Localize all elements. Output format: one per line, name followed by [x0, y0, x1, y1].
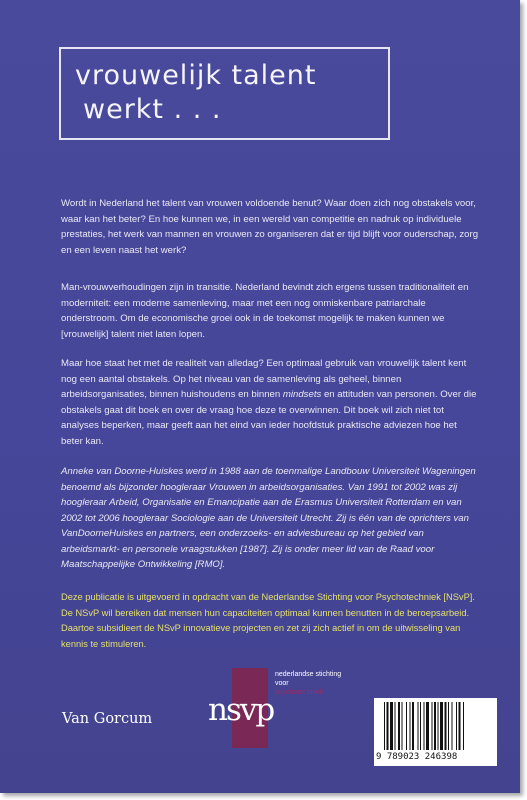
barcode-bars-icon [382, 702, 490, 752]
title-box [59, 47, 390, 140]
isbn-barcode [374, 698, 497, 766]
transition-paragraph: Man-vrouwverhoudingen zijn in transitie. Nederland bevindt zich ergens tussen traditionaliteit en moderniteit: een moderne samenleving, maar met een nog onmiskenbare patriarchale onderstroom. Om de economische groei ook in de toekomst mogelijk te maken kunnen we [vrouwelijk] talent niet laten lopen. [61, 282, 469, 340]
intro-paragraph: Wordt in Nederland het talent van vrouwen voldoende benut? Waar doen zich nog obstakels voor, waar kan het beter? En hoe kunnen we, in een wereld van competitie en nadruk op individuele prestaties, het werk van mannen en vrouwen zo organiseren dat er tijd blijft voor ouderschap, zorg en een leven naast het werk? [61, 198, 479, 256]
title-line-1: vrouwelijk talent [75, 60, 317, 91]
obstacles-paragraph [61, 356, 481, 449]
obstacles-emphasis: mindsets [282, 389, 322, 400]
author-bio: Anneke van Doorne-Huiskes werd in 1988 aan de toenmalige Landbouw Universiteit Wageningen benoemd als bijzonder hoogleraar Vrouwen in arbeidsorganisaties. Van 1991 tot 2002 was zij hoogleraar Arbeid, Organisatie en Emancipatie aan de Erasmus Universiteit Rotterdam en van 2002 tot 2006 hoogleraar Sociologie aan de Universiteit Utrecht. Zij is één van de oprichters van VanDoorneHuiskes en partners, een onderzoeks- en adviesbureau op het gebied van arbeidsmarkt- en personele vraagstukken [1987]. Zij is onder meer lid van de Raad voor Maatschappelijke Ontwikkeling [RMO]. [61, 466, 476, 570]
nsvp-name-line-1: nederlandse stichting [275, 671, 342, 678]
publisher-logo: Van Gorcum [62, 711, 153, 727]
title-line-2: werkt . . . [83, 94, 222, 125]
sponsor-note: Deze publicatie is uitgevoerd in opdracht van de Nederlandse Stichting voor Psychotechniek [NSvP]. De NSvP wil bereiken dat mensen hun capaciteiten optimaal kunnen benutten in de beroepsarbeid. Daartoe subsidieert de NSvP innovatieve projecten en zet zij zich actief in om de uitwisseling van kennis te stimuleren. [61, 592, 475, 649]
isbn-number: 9 789023 246398 [376, 752, 458, 762]
nsvp-logo: nsvp [208, 692, 274, 728]
nsvp-name-line-3: psychotechniek [275, 689, 324, 696]
nsvp-name [275, 670, 341, 697]
obstacles-text-start: Maar hoe staat het met de realiteit van alledag? Een optimaal gebruik van vrouwelijk talent kent nog een aantal obstakels. Op het niveau van de samenleving als geheel, binnen arbeidsorganisaties, binnen huishoudens en binnen [61, 358, 467, 400]
nsvp-name-line-2: voor [275, 680, 289, 687]
obstacles-text-end: en attituden van personen. Over die obstakels gaat dit boek en over de vraag hoe deze te overwinnen. Dit boek wil zich niet tot analyses beperken, maar geeft aan het eind van ieder hoofdstuk praktische adviezen hoe het beter kan. [61, 389, 477, 447]
